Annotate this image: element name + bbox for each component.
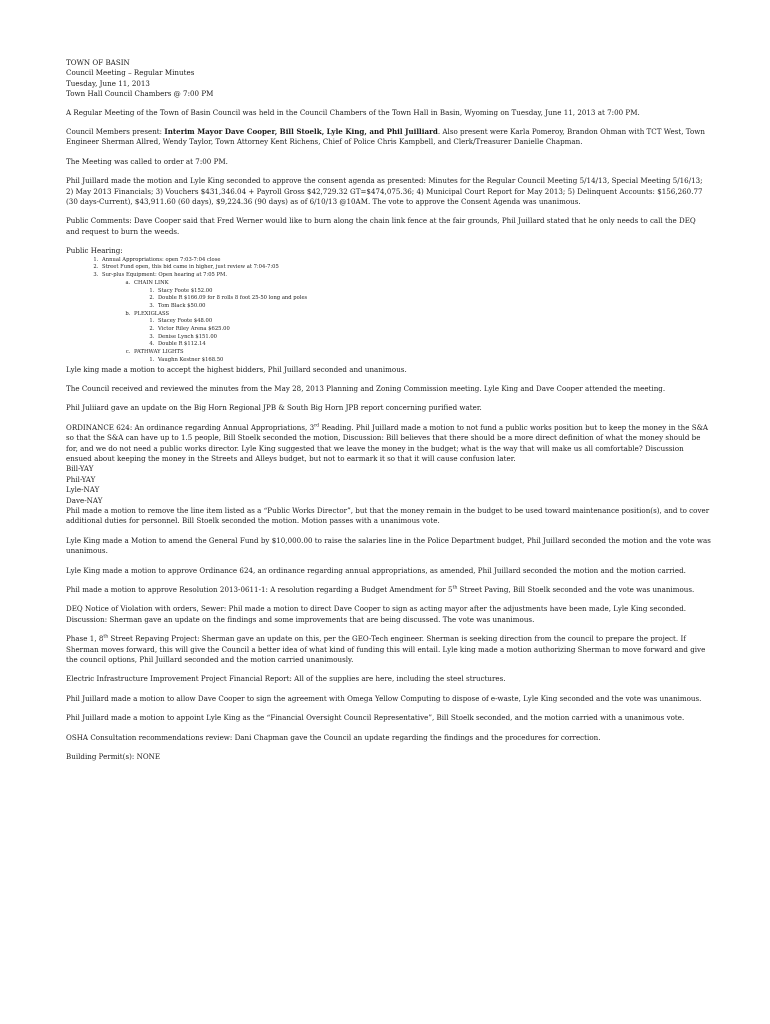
bid-item	[156, 295, 711, 303]
members-paragraph	[66, 127, 711, 148]
public-comments-paragraph: Public Comments: Dave Cooper said that Fred Werner would like to burn along the chain link fence at the fair grounds, Phil Juillard stated that he only needs to call the DEQ and request to burn the weeds.	[66, 216, 696, 236]
bid-text: Stacy Foote $152.00	[158, 287, 213, 294]
hearing-item-surplus	[100, 272, 711, 364]
bid-text: Double R $166.09 for 8 rolls 8 foot 25-50 long and poles	[158, 295, 308, 302]
meeting-location: Town Hall Council Chambers @ 7:00 PM	[66, 89, 214, 99]
vote-tally	[66, 464, 711, 506]
planning-zoning-paragraph: The Council received and reviewed the minutes from the May 28, 2013 Planning and Zoning Commission meeting. Lyle King and Dave Cooper attended the meeting.	[66, 383, 666, 393]
document-header	[66, 58, 711, 100]
meeting-type: Council Meeting – Regular Minutes	[66, 68, 195, 78]
building-permits-paragraph: Building Permit(s): NONE	[66, 752, 161, 762]
electric-infrastructure-paragraph: Electric Infrastructure Improvement Project Financial Report: All of the supplies are here, including the steel structures.	[66, 674, 506, 684]
category-label: CHAIN LINK	[134, 279, 169, 286]
bid-item	[156, 303, 711, 311]
vote-dave: Dave-NAY	[66, 495, 103, 505]
resolution-sup: th	[452, 585, 458, 591]
bid-item	[156, 357, 711, 365]
bid-item	[156, 326, 711, 334]
ordinance-624-paragraph	[66, 423, 711, 465]
public-hearing-section	[66, 246, 711, 364]
category-chain-link	[132, 280, 711, 311]
call-to-order: The Meeting was called to order at 7:00 PM.	[66, 156, 228, 166]
surplus-categories	[102, 280, 711, 365]
hearing-list	[66, 257, 711, 365]
town-name: TOWN OF BASIN	[66, 58, 130, 67]
bid-item	[156, 341, 711, 349]
chain-link-bids	[134, 288, 711, 311]
approve-ordinance-motion: Lyle King made a motion to approve Ordinance 624, an ordinance regarding annual appropriations, as amended, Phil Juillard seconded the motion and the motion carried.	[66, 565, 686, 575]
consent-agenda-paragraph: Phil Juillard made the motion and Lyle King seconded to approve the consent agenda as presented: Minutes for the Regular Council Meeting 5/14/13, Special Meeting 5/16/13; 2) May 2013 Financials; 3) Vouchers $431,346.04 + Payroll Gross $42,729.32 GT=$474,075.36; 4) Municipal Court Report for May 2013; 5) Delinquent Accounts: $156,260.77 (30 days-Current), $43,911.60 (60 days), $9,224.36 (90 days) as of 6/10/13 @10AM. The vote to approve the Consent Agenda was unanimous.	[66, 176, 703, 207]
hearing-item-appropriations	[100, 257, 711, 265]
minutes-page	[66, 58, 711, 772]
hearing-item-text: Sur-plus Equipment: Open hearing at 7:05 PM.	[102, 272, 228, 279]
ordinance-sup: rd	[314, 423, 320, 429]
hearing-item-street-fund	[100, 264, 711, 272]
big-horn-paragraph: Phil Juliiard gave an update on the Big Horn Regional JPB & South Big Horn JPB report concerning purified water.	[66, 403, 482, 413]
osha-paragraph: OSHA Consultation recommendations review: Dani Chapman gave the Council an update regarding the findings and the procedures for correction.	[66, 732, 601, 742]
vote-phil: Phil-YAY	[66, 474, 96, 484]
bid-text: Vaughn Kestner $168.50	[158, 356, 224, 363]
category-pathway-lights	[132, 349, 711, 364]
bid-text: Stacey Foote $48.00	[158, 318, 213, 325]
ordinance-text-b: Reading. Phil Juillard made a motion to not fund a public works position but to keep the money in the S&A so that the S&A can have up to 1.5 people, Bill Stoelk seconded the motion, Discussion: Bill believes that there should be a more direct definition of what the money should be for, and we do not need a public works director. Lyle King suggested that we leave the money in the budget; what is the way that will make us all comfortable? Discussion ensued about keeping the money in the Streets and Alleys budget, but not to earmark it so that it will cause confusion later.	[66, 422, 709, 463]
phase-sup: th	[103, 634, 109, 640]
financial-oversight-paragraph: Phil Juillard made a motion to appoint Lyle King as the “Financial Oversight Council Representative”, Bill Stoelk seconded, and the motion carried with a unanimous vote.	[66, 713, 685, 723]
general-fund-motion: Lyle King made a Motion to amend the General Fund by $10,000.00 to raise the salaries line in the Police Department budget, Phil Juillard seconded the motion and the vote was unanimous.	[66, 535, 711, 556]
deq-paragraph: DEQ Notice of Violation with orders, Sewer: Phil made a motion to direct Dave Cooper to sign as acting mayor after the adjustments have been made, Lyle King seconded. Discussion: Sherman gave an update on the findings and some improvements that are being discussed. The vote was unanimous.	[66, 604, 687, 624]
bid-text: Victor Riley Arena $625.00	[158, 326, 230, 333]
phase-text-b: Street Repaving Project: Sherman gave an update on this, per the GEO-Tech engineer. Sherman is seeking direction from the council to prepare the project. If Sherman moves forward, this will give the Council a better idea of what kind of funding this will entail. Lyle king made a motion authorizing Sherman to move forward and give the council options, Phil Juillard seconded and the motion carried unanimously.	[66, 634, 706, 665]
bid-text: Double R $112.14	[158, 341, 206, 348]
resolution-paragraph	[66, 585, 711, 595]
members-names: Interim Mayor Dave Cooper, Bill Stoelk, Lyle King, and Phil Juilliard	[164, 127, 438, 137]
e-waste-paragraph: Phil Juillard made a motion to allow Dave Cooper to sign the agreement with Omega Yellow Computing to dispose of e-waste, Lyle King seconded and the vote was unanimous.	[66, 693, 702, 703]
resolution-text-b: Street Paving, Bill Stoelk seconded and the vote was unanimous.	[457, 585, 695, 595]
bid-text: Tom Black $50.00	[158, 302, 206, 309]
intro-paragraph: A Regular Meeting of the Town of Basin Council was held in the Council Chambers of the Town Hall in Basin, Wyoming on Tuesday, June 11, 2013 at 7:00 PM.	[66, 107, 640, 117]
bid-item	[156, 288, 711, 296]
category-label: PATHWAY LIGHTS	[134, 349, 184, 356]
phase-text-a: Phase 1, 8	[66, 634, 104, 644]
line-item-motion: Phil made a motion to remove the line item listed as a “Public Works Director”, but that the money remain in the budget to be used toward maintenance position(s), and to cover additional duties for personnel. Bill Stoelk seconded the motion. Motion passes with a unanimous vote.	[66, 506, 710, 526]
category-label: PLEXIGLASS	[134, 310, 170, 317]
members-suffix: . Also present were Karla Pomeroy, Brandon Ohman with TCT West, Town Engineer Sherman Allred, Wendy Taylor, Town Attorney Kent Richens, Chief of Police Chris Kampbell, and Clerk/Treasurer Danielle Chapman.	[66, 127, 705, 147]
meeting-date: Tuesday, June 11, 2013	[66, 78, 150, 88]
plexiglass-bids	[134, 318, 711, 349]
hearing-item-text: Street Fund open, this bid came in higher, just review at 7:04-7:05	[102, 264, 279, 271]
vote-bill: Bill-YAY	[66, 464, 94, 474]
pathway-lights-bids	[134, 357, 711, 365]
public-hearing-title: Public Hearing:	[66, 246, 123, 256]
bid-text: Denise Lynch $151.00	[158, 333, 217, 340]
hearing-item-text: Annual Appropriations: open 7:03-7:04 close	[102, 256, 221, 263]
ordinance-text-a: ORDINANCE 624: An ordinance regarding Annual Appropriations, 3	[66, 422, 315, 432]
vote-lyle: Lyle-NAY	[66, 485, 100, 495]
bid-item	[156, 334, 711, 342]
members-prefix: Council Members present:	[66, 127, 165, 137]
bidders-motion: Lyle king made a motion to accept the highest bidders, Phil Juillard seconded and unanimous.	[66, 364, 407, 374]
bid-item	[156, 318, 711, 326]
resolution-text-a: Phil made a motion to approve Resolution 2013-0611-1: A resolution regarding a Budget Amendment for 5	[66, 585, 453, 595]
category-plexiglass	[132, 311, 711, 350]
street-repaving-paragraph	[66, 634, 711, 665]
